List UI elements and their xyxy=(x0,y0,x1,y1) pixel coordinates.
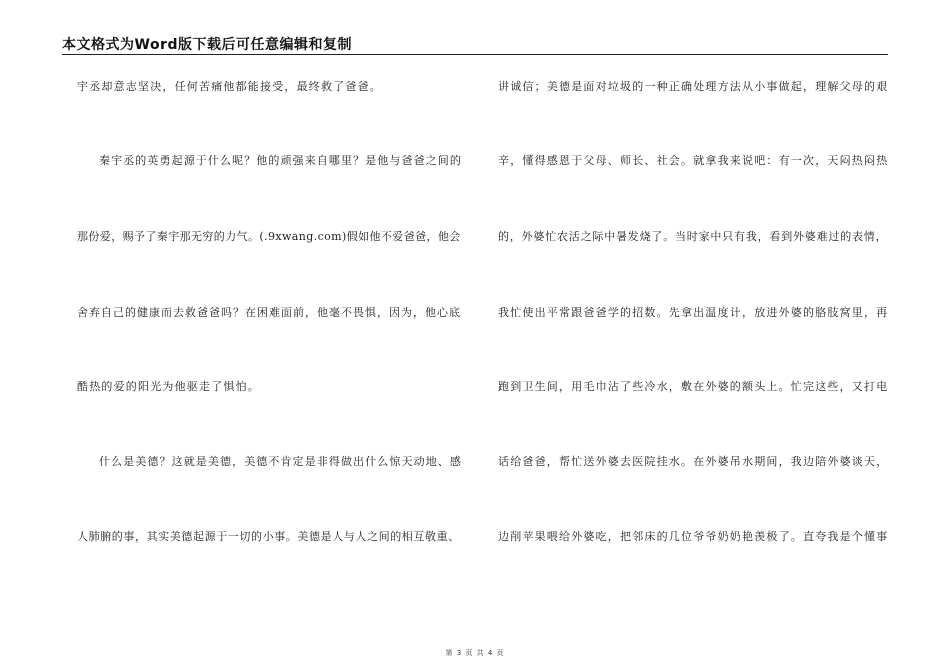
page-header xyxy=(62,34,888,55)
text-line: 跑到卫生间，用毛巾沾了些冷水，敷在外婆的额头上。忙完这些，又打电 xyxy=(498,380,889,393)
page-footer: 第 3 页 共 4 页 xyxy=(445,649,505,657)
text-line: 那份爱，赐予了秦宇那无穷的力气。(.9xwang.com)假如他不爱爸爸，他会 xyxy=(77,230,461,243)
text-line: 边削苹果喂给外婆吃，把邻床的几位爷爷奶奶艳羡极了。直夸我是个懂事 xyxy=(498,530,889,543)
text-line: 话给爸爸，帮忙送外婆去医院挂水。在外婆吊水期间，我边陪外婆谈天， xyxy=(498,455,889,468)
text-line: 讲诚信；美德是面对垃圾的一种正确处理方法从小事做起，理解父母的艰 xyxy=(498,80,889,93)
header-title: 本文格式为Word版下载后可任意编辑和复制 xyxy=(62,37,352,53)
text-line: 什么是美德？这就是美德，美德不肯定是非得做出什么惊天动地、感 xyxy=(99,455,462,468)
text-line: 辛，懂得感恩于父母、师长、社会。就拿我来说吧：有一次，天闷热闷热 xyxy=(498,154,889,167)
text-line: 的，外婆忙农活之际中暑发烧了。当时家中只有我，看到外婆难过的表情， xyxy=(498,230,888,243)
text-line: 秦宇丞的英勇起源于什么呢？他的顽强来自哪里？是他与爸爸之间的 xyxy=(99,154,462,167)
text-line: 宇丞却意志坚决，任何苦痛他都能接受，最终救了爸爸。 xyxy=(77,80,382,93)
text-line: 人肺腑的事，其实美德起源于一切的小事。美德是人与人之间的相互敬重、 xyxy=(77,530,460,543)
text-line: 我忙使出平常跟爸爸学的招数。先拿出温度计，放进外婆的胳肢窝里，再 xyxy=(498,306,889,319)
text-line: 酷热的爱的阳光为他驱走了惧怕。 xyxy=(77,380,260,393)
text-line: 舍弃自己的健康而去救爸爸吗？在困难面前，他毫不畏惧，因为，他心底 xyxy=(77,306,461,319)
